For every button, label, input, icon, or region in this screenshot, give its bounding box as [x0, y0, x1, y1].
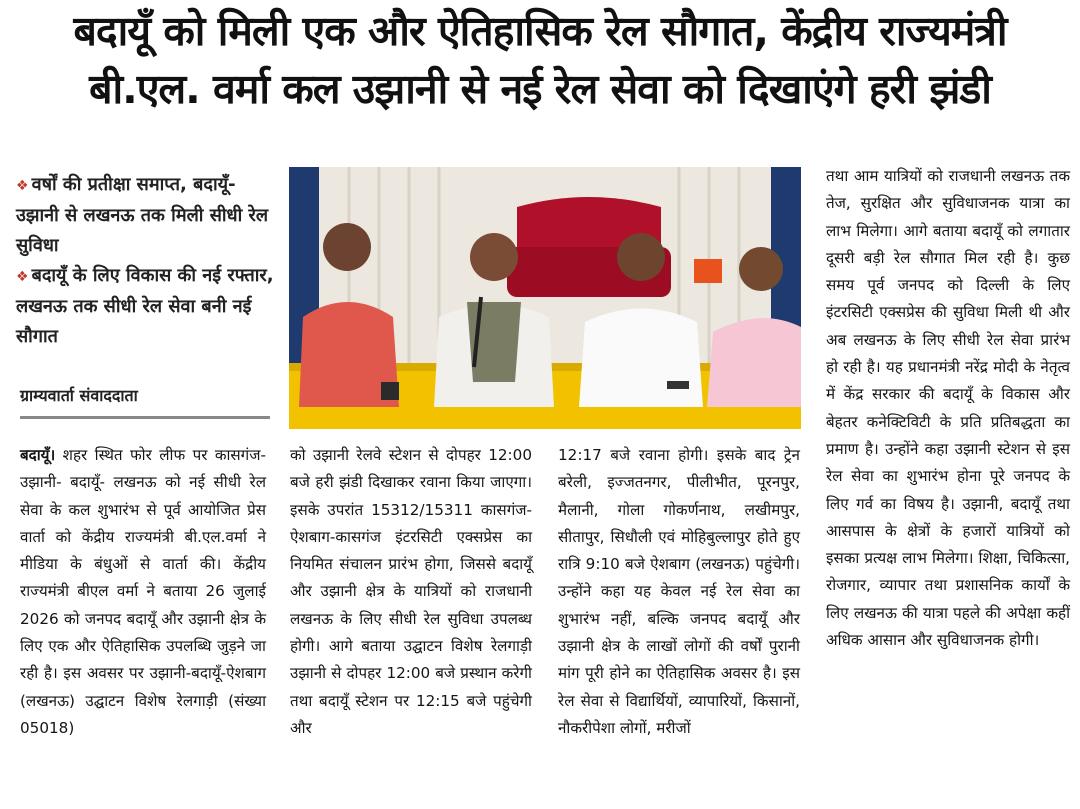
dateline: बदायूँ।	[20, 446, 56, 464]
headline-line-1: बदायूँ को मिली एक और ऐतिहासिक रेल सौगात, केंद्रीय राज्यमंत्री	[73, 7, 1007, 55]
article-text: शहर स्थित फोर लीफ पर कासगंज- उझानी- बदायूँ- लखनऊ को नई सीधी रेल सेवा के कल शुभारंभ से पूर्व आयोजित प्रेस वार्ता को केंद्रीय राज्यमंत्री बी.एल.वर्मा ने मीडिया के बंधुओं से वार्ता की। केंद्रीय राज्यमंत्री बीएल वर्मा ने बताया 26 जुलाई 2026 को जनपद बदायूँ और उझानी क्षेत्र के लिए एक और ऐतिहासिक उपलब्धि जुड़ने जा रही है। इस अवसर पर उझानी-बदायूँ-ऐशबाग (लखनऊ) उद्घाटन विशेष रेलगाड़ी (संख्या 05018)	[20, 446, 266, 737]
highlight-text: बदायूँ के लिए विकास की नई रफ्तार, लखनऊ तक सीधी रेल सेवा बनी नई सौगात	[16, 265, 274, 347]
byline: ग्राम्यवार्ता संवाददाता	[20, 386, 138, 405]
diamond-bullet-icon: ❖	[16, 269, 29, 285]
press-conference-photo	[289, 167, 801, 429]
headline-line-2: बी.एल. वर्मा कल उझानी से नई रेल सेवा को दिखाएंगे हरी झंडी	[89, 65, 991, 113]
article-column-3	[558, 442, 800, 742]
article-column-1	[20, 442, 266, 742]
article-column-2	[290, 442, 532, 742]
headline	[8, 2, 1072, 118]
article-text: को उझानी रेलवे स्टेशन से दोपहर 12:00 बजे हरी झंडी दिखाकर रवाना किया जाएगा। इसके उपरांत 15312/15311 कासगंज-ऐशबाग-कासगंज इंटरसिटी एक्सप्रेस का नियमित संचालन प्रारंभ होगा, जिससे बदायूँ और उझानी क्षेत्र के यात्रियों को राजधानी लखनऊ के लिए सीधी रेल सुविधा उपलब्ध होगी। आगे बताया उद्घाटन विशेष रेलगाड़ी उझानी से दोपहर 12:00 बजे प्रस्थान करेगी तथा बदायूँ स्टेशन पर 12:15 बजे पहुंचेगी और	[290, 446, 532, 737]
article-column-4	[826, 163, 1070, 654]
highlights-box	[16, 170, 278, 352]
diamond-bullet-icon: ❖	[16, 178, 29, 194]
highlight-text: वर्षों की प्रतीक्षा समाप्त, बदायूँ-उझानी से लखनऊ तक मिली सीधी रेल सुविधा	[16, 174, 269, 256]
article-paragraph	[20, 442, 266, 742]
article-text: तथा आम यात्रियों को राजधानी लखनऊ तक तेज, सुरक्षित और सुविधाजनक यात्रा का लाभ मिलेगा। आगे बताया बदायूँ को लगातार दूसरी बड़ी रेल सौगात मिल रही है। कुछ समय पूर्व जनपद को दिल्ली के लिए इंटरसिटी एक्सप्रेस की सुविधा मिली थी और अब लखनऊ के लिए सीधी रेल सेवा प्रारंभ हो रही है। यह प्रधानमंत्री नरेंद्र मोदी के नेतृत्व में केंद्र सरकार की बदायूँ के विकास और बेहतर कनेक्टिविटी के प्रति प्रतिबद्धता का प्रमाण है। उन्होंने कहा उझानी स्टेशन से इस रेल सेवा का शुभारंभ होना पूरे जनपद के लिए गर्व का विषय है। उझानी, बदायूँ तथा आसपास के क्षेत्रों के हजारों यात्रियों को इसका प्रत्यक्ष लाभ मिलेगा। शिक्षा, चिकित्सा, रोजगार, व्यापार तथा प्रशासनिक कार्यों के लिए लखनऊ की यात्रा पहले की अपेक्षा कहीं अधिक आसान और सुविधाजनक होगी।	[826, 167, 1070, 650]
byline-divider	[20, 416, 270, 419]
highlight-item	[16, 261, 278, 352]
article-text: 12:17 बजे रवाना होगी। इसके बाद ट्रेन बरेली, इज्जतनगर, पीलीभीत, पूरनपुर, मैलानी, गोला गोकर्णनाथ, लखीमपुर, सीतापुर, सिधौली एवं मोहिबुल्लापुर होते हुए रात्रि 9:10 बजे ऐशबाग (लखनऊ) पहुंचेगी।उन्होंने कहा यह केवल नई रेल सेवा का शुभारंभ नहीं, बल्कि जनपद बदायूँ और उझानी क्षेत्र के लाखों लोगों की वर्षों पुरानी मांग पूरी होने का ऐतिहासिक अवसर है। इस रेल सेवा से विद्यार्थियों, व्यापारियों, किसानों, नौकरीपेशा लोगों, मरीजों	[558, 446, 800, 737]
highlight-item	[16, 170, 278, 261]
